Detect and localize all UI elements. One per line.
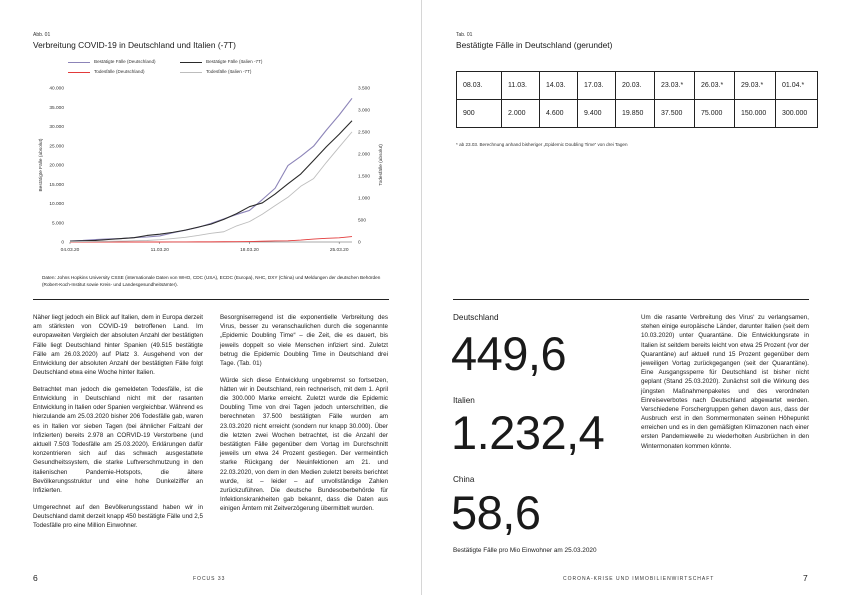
chart-source-note: Daten: Johns Hopkins University CSSE (internationale Daten von WHO, CDC (USA), ECDC (Europa), NHC, DXY (China) und Meldungen der deutschen Behörden (Robert-Koch-Institut sowie Kreis- und Landesgesundheitsämter). [42, 275, 381, 287]
stat-value-china: 58,6 [451, 486, 541, 539]
figure-label: Abb. 01 [33, 32, 51, 38]
y2-tick-label: 500 [358, 218, 367, 224]
y-tick-label: 40.000 [49, 86, 64, 92]
left-divider [33, 299, 389, 300]
paragraph: Umgerechnet auf den Bevölkerungsstand haben wir in Deutschland damit derzeit knapp 450 bestätigte Fälle und 2,5 Todesfälle pro eine Million Einwohner. [33, 503, 203, 529]
paragraph: Um die rasante Verbreitung des Virus‘ zu verlangsamen, stehen einige europäische Länder, darunter Italien (seit dem 10.03.2020) unter Quarantäne. Die Entwicklungsrate in Italien ist seitdem bereits leicht von etwa 25 Prozent (vor der Quarantäne) auf aktuell rund 15 Prozent gegenüber dem jeweiligen Vortag zurückgegangen (seit der Quarantäne). Eine Ausgangssperre für Deutschland ist bisher nicht geplant (Stand 25.03.2020). Zunächst soll die Wirkung des jüngsten Maßnahmenpaketes und des verordneten Einreiseverbotes nach Deutschland abgewartet werden. Verschiedene Forschergruppen gehen davon aus, dass der Ausbruch erst in den Sommermonaten seinen Höhepunkt erreichen und es in den gemäßigten Klimazonen nach einer ersten Pandemiewelle zu wiederholten Ausbrüchen in den Wintermonaten kommen könnte. [641, 314, 809, 450]
footer-left: FOCUS 33 [193, 576, 226, 582]
paragraph: Besorgniserregend ist die exponentielle Verbreitung des Virus, besser zu veranschaulichen durch die sogenannte „Epidemic Doubling Time“ – die Zeit, die es dauert, bis jeweils doppelt so viele Menschen infiziert sind. Zuletzt betrug die Epidemic Doubling Time in Deutschland drei Tage. (Tab. 01) [220, 314, 388, 367]
table-cell: 11.03. [502, 72, 540, 100]
y-tick-label: 0 [61, 240, 64, 246]
series-line [70, 98, 352, 241]
y2-tick-label: 1.000 [358, 196, 371, 202]
footer-right: CORONA-KRISE UND IMMOBILIENWIRTSCHAFT [563, 576, 715, 582]
figure-title: Verbreitung COVID-19 in Deutschland und Italien (-7T) [33, 40, 236, 50]
legend-label-it-cases: Bestätigte Fälle (Italien -7T) [206, 59, 263, 64]
table-cell: 37.500 [655, 100, 695, 128]
table-row-values [457, 100, 818, 128]
y2-tick-label: 0 [358, 240, 361, 246]
table-footnote: * ab 23.03. Berechnung anhand bisheriger „Epidemic Doubling Time“ von drei Tagen [456, 142, 628, 147]
y2-tick-label: 2.000 [358, 152, 371, 158]
paragraph: Näher liegt jedoch ein Blick auf Italien, dem in Europa derzeit am stärksten von COVID-19 betroffenen Land. Im europaweiten Vergleich der absoluten Anzahl der bestätigten Fälle liegt Deutschland hinter Spanien (49.515 bestätigte Fälle am 26.03.2020) auf Platz 3. Ausgehend von der Entwicklung der absoluten Anzahl der bestätigten Fälle folgt Deutschland etwa eine Woche hinter Italien. [33, 314, 203, 377]
table-cell: 300.000 [776, 100, 818, 128]
stat-value-germany: 449,6 [451, 327, 567, 380]
y2-tick-label: 3.500 [358, 86, 371, 92]
table-cell: 75.000 [695, 100, 735, 128]
table-row-dates [457, 72, 818, 100]
y-tick-label: 25.000 [49, 144, 64, 150]
table-cell: 14.03. [540, 72, 578, 100]
table-cell: 9.400 [578, 100, 616, 128]
table-cell: 17.03. [578, 72, 616, 100]
paragraph: Würde sich diese Entwicklung ungebremst so fortsetzen, hätten wir in Deutschland, rein rechnerisch, mit dem 1. April die 300.000 Marke erreicht. Zuletzt wurde die Epidemic Doubling Time von drei Tagen jedoch unterschritten, die berechneten 37.500 bestätigten Fälle wurden am 23.03.2020 nicht erreicht (sondern nur knapp 30.000). Über die letzten zwei Wochen betrachtet, ist die Anzahl der bestätigten Fälle gegenüber dem Vortag im Durchschnitt jeweils um etwa 24 Prozent gestiegen. Der vermeintlich starke Rückgang der Neuinfektionen am 21. und 22.03.2020, von dem in den Medien zuletzt bereits berichtet wurde, ist – leider – auf unvollständige Zahlen zurückzuführen. Die deutsche Bundesoberbehörde für Infektionskrankheiten gab bekannt, dass die Daten aus einigen Ämtern mit Zeitverzögerung übermittelt wurden. [220, 376, 388, 513]
y-axis-title: Bestätigte Fälle (absolut) [39, 138, 44, 192]
y-tick-label: 35.000 [49, 105, 64, 111]
page-gutter [421, 0, 422, 595]
page-number-right: 7 [803, 573, 808, 583]
table-cell: 01.04.* [776, 72, 818, 100]
stat-label-germany: Deutschland [453, 313, 499, 322]
y-tick-label: 30.000 [49, 125, 64, 131]
x-tick-label: 11.03.20 [150, 248, 169, 253]
table-title: Bestätigte Fälle in Deutschland (gerundet) [456, 40, 613, 50]
y2-axis-title: Todesfälle (absolut) [379, 144, 384, 186]
doubling-table [456, 71, 818, 128]
x-tick-label: 18.03.20 [240, 248, 259, 253]
table-cell: 150.000 [735, 100, 776, 128]
legend-label-de-cases: Bestätigte Fälle (Deutschland) [94, 59, 156, 64]
table-cell: 20.03. [616, 72, 655, 100]
x-tick-label: 04.03.20 [60, 248, 80, 253]
table-cell: 29.03.* [735, 72, 776, 100]
left-column-1 [33, 313, 203, 538]
table-cell: 4.600 [540, 100, 578, 128]
left-column-2 [220, 313, 388, 521]
table-cell: 19.850 [616, 100, 655, 128]
right-column [641, 313, 809, 458]
paragraph: Betrachtet man jedoch die gemeldeten Todesfälle, ist die Entwicklung in Deutschland nicht mit der rasanten Entwicklung in Italien oder Spanien vergleichbar. Während es hierzulande am 25.03.2020 bisher 206 Todesfälle gab, waren es in Italien vor sieben Tagen (bei ähnlicher Fallzahl der Infizierten) bereits 2.978 an CORVID-19 Verstorbene (und aktuell 7.503 Todesfälle am 25.03.2020). Erklärungen dafür konzentrieren sich auf das schwach ausgestattete Gesundheitssystem, die starke Luftverschmutzung in den italienischen Pandemie-Hotspots, die ältere Bevölkerungsstruktur und eine hohe Dunkelziffer an Infizierten. [33, 385, 203, 494]
table-cell: 26.03.* [695, 72, 735, 100]
y-tick-label: 10.000 [49, 202, 64, 208]
y2-tick-label: 1.500 [358, 174, 371, 180]
x-tick-label: 25.03.20 [329, 248, 349, 253]
table-cell: 08.03. [457, 72, 502, 100]
y-tick-label: 5.000 [51, 221, 64, 227]
legend-label-it-deaths: Todesfälle (Italien -7T) [206, 69, 252, 74]
legend-label-de-deaths: Todesfälle (Deutschland) [94, 69, 145, 74]
table-cell: 2.000 [502, 100, 540, 128]
covid-line-chart [0, 0, 421, 270]
y-tick-label: 20.000 [49, 163, 64, 169]
stat-label-italy: Italien [453, 396, 475, 405]
table-cell: 23.03.* [655, 72, 695, 100]
stats-note: Bestätigte Fälle pro Mio Einwohner am 25.03.2020 [453, 547, 597, 554]
page-number-left: 6 [33, 573, 38, 583]
y-tick-label: 15.000 [49, 182, 64, 188]
stat-label-china: China [453, 475, 475, 484]
y2-tick-label: 3.000 [358, 108, 371, 114]
table-cell: 900 [457, 100, 502, 128]
stat-value-italy: 1.232,4 [451, 406, 605, 459]
series-line [70, 132, 352, 242]
y2-tick-label: 2.500 [358, 130, 371, 136]
right-divider [453, 299, 809, 300]
table-label: Tab. 01 [456, 32, 473, 38]
